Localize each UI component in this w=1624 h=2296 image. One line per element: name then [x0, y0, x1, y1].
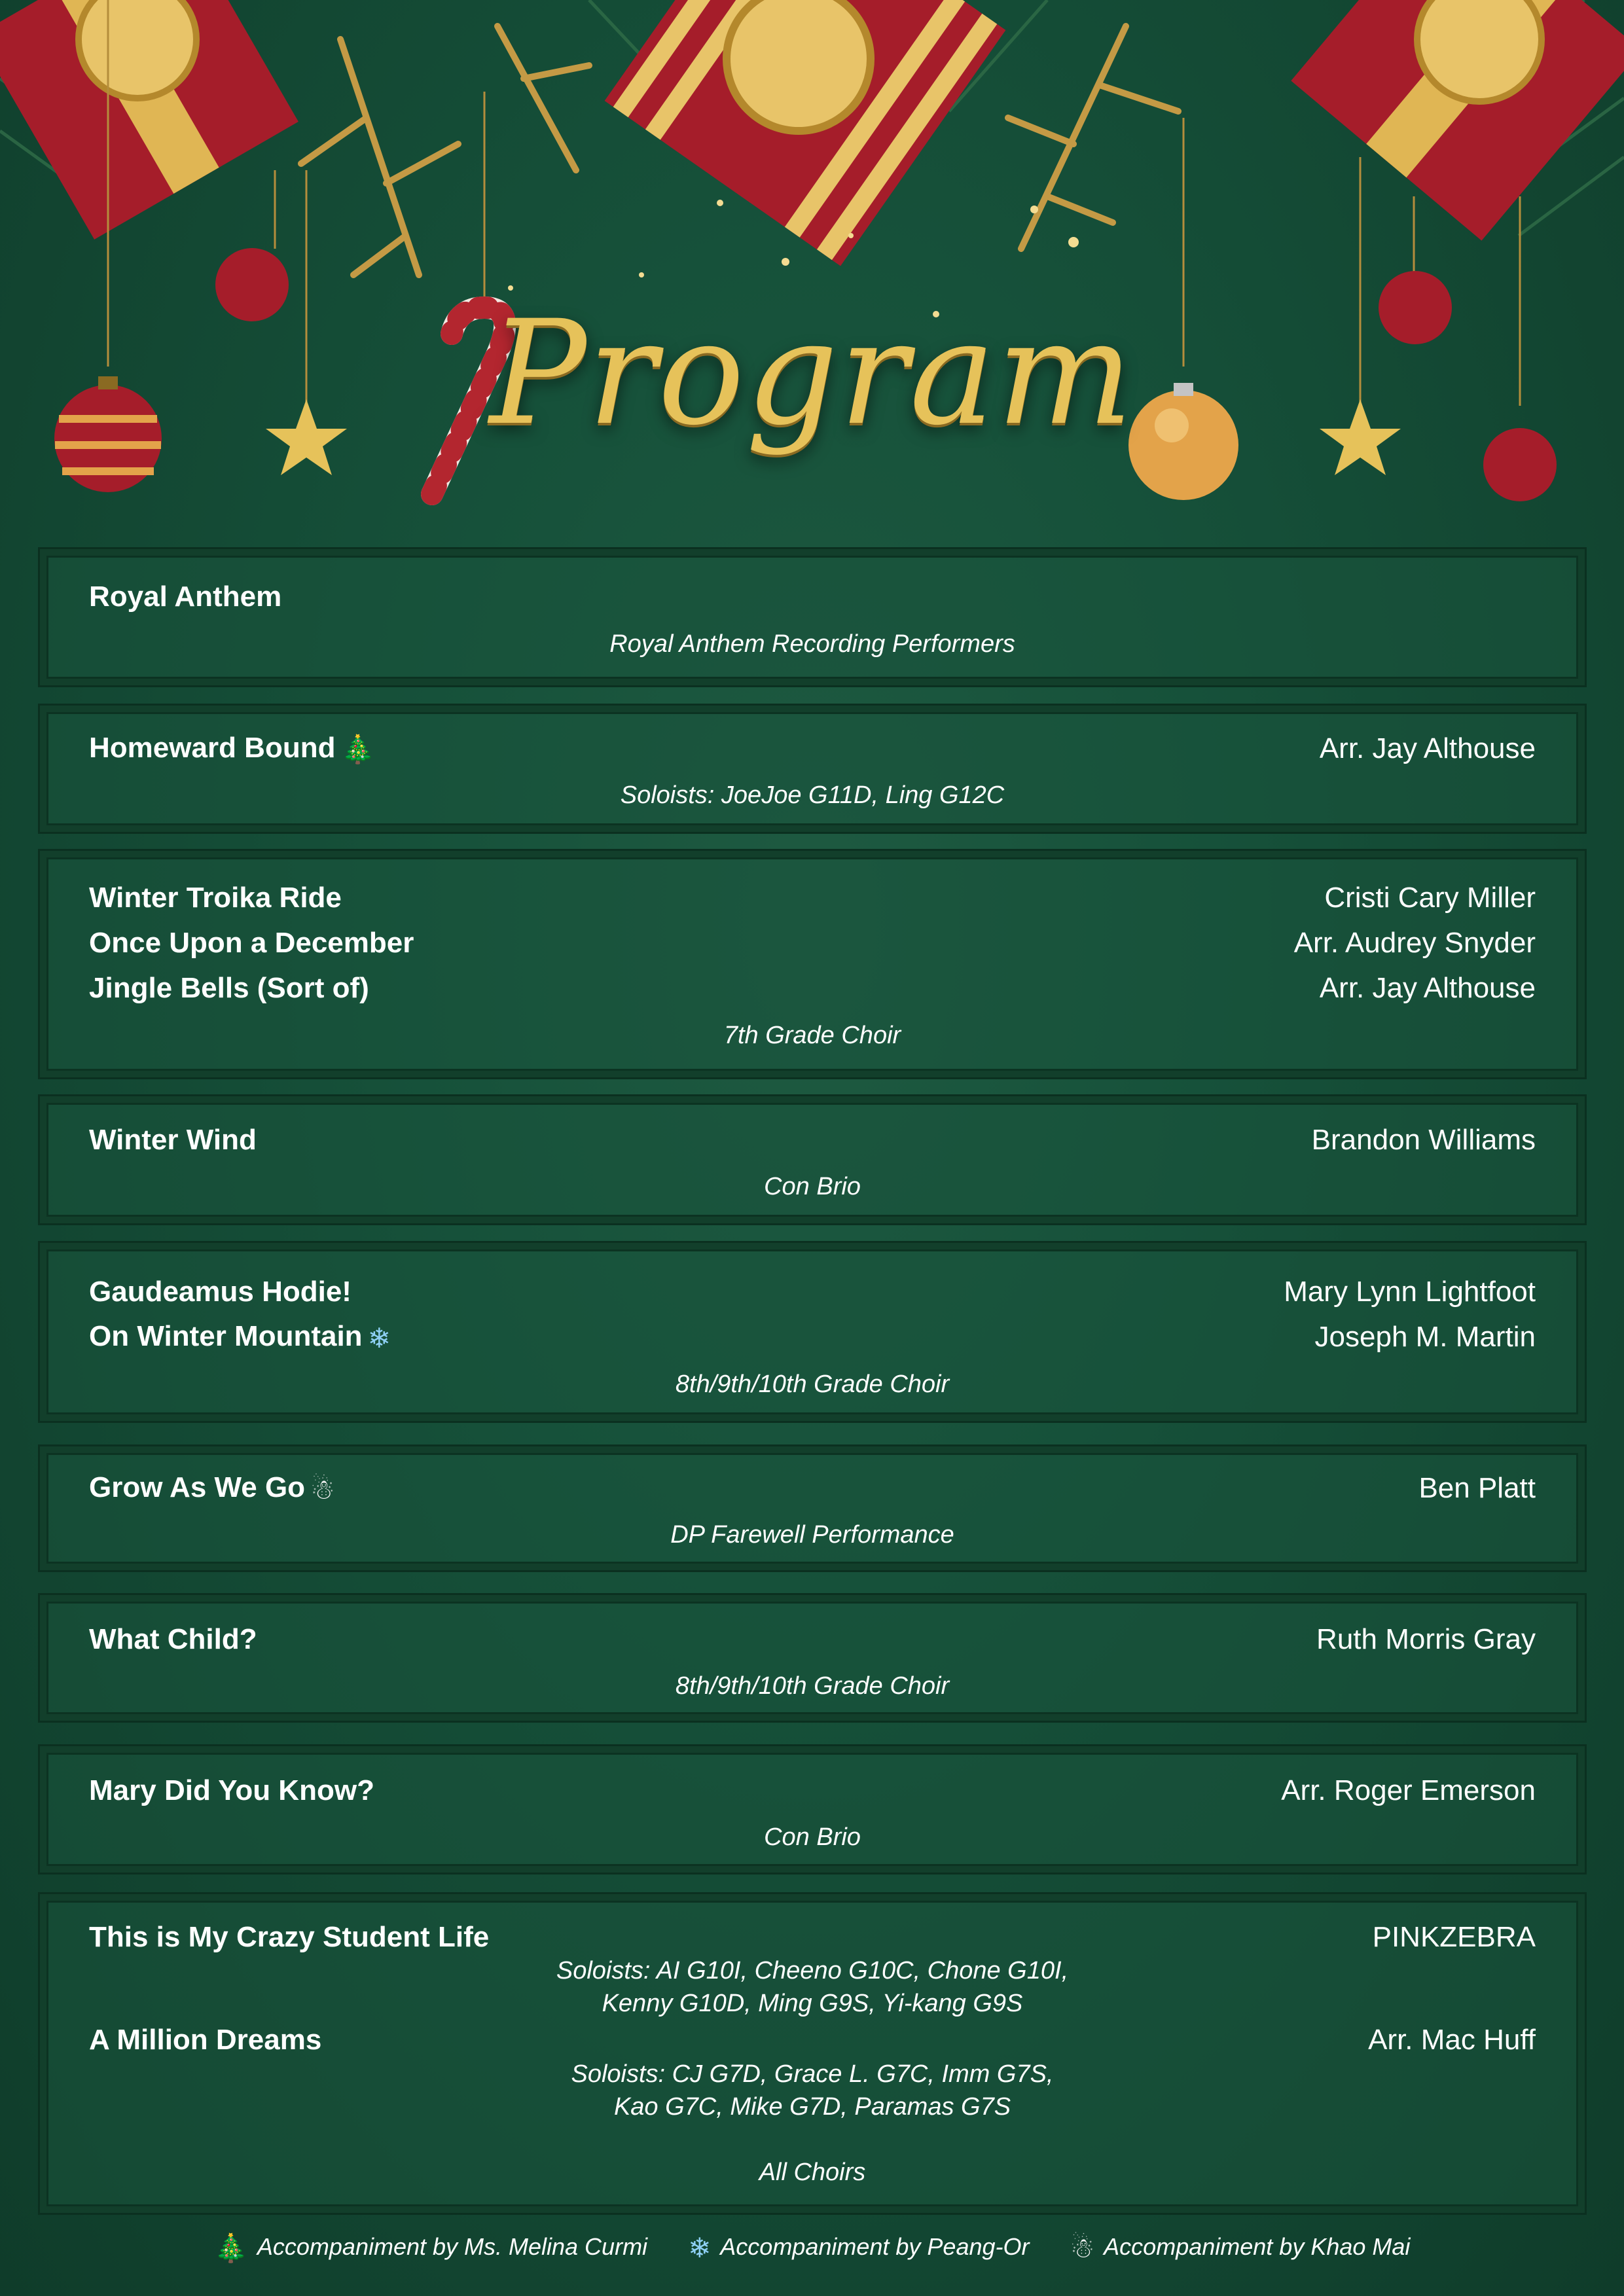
composer: Arr. Audrey Snyder — [1293, 927, 1536, 959]
composer: Arr. Roger Emerson — [1281, 1774, 1536, 1806]
snowflake-icon: ❄ — [367, 1322, 391, 1354]
piece-title: Winter Troika Ride — [89, 882, 342, 914]
performer-line: Royal Anthem Recording Performers — [609, 630, 1015, 658]
legend-item-snowflake: ❄ Accompaniment by Peang-Or — [688, 2229, 1029, 2267]
gift-box-left-icon — [0, 0, 298, 240]
composer: Ruth Morris Gray — [1316, 1623, 1536, 1655]
composer: Cristi Cary Miller — [1324, 882, 1536, 914]
composer: PINKZEBRA — [1372, 1921, 1536, 1953]
piece-title: Once Upon a December — [89, 927, 414, 959]
piece-title: Jingle Bells (Sort of) — [89, 972, 369, 1004]
piece-title: A Million Dreams — [89, 2024, 322, 2056]
piece-title: Grow As We Go ☃ — [89, 1471, 335, 1505]
piece-title: On Winter Mountain ❄ — [89, 1320, 391, 1354]
christmas-tree-icon: 🎄 — [213, 2233, 248, 2264]
program-section-3 — [38, 849, 1587, 1079]
piece-title: Homeward Bound 🎄 — [89, 732, 375, 764]
composer: Brandon Williams — [1311, 1124, 1536, 1156]
soloists-line: Soloists: CJ G7D, Grace L. G7C, Imm G7S, — [571, 2060, 1054, 2088]
program-section-5 — [38, 1241, 1587, 1423]
piece-title: Mary Did You Know? — [89, 1774, 374, 1806]
legend-item-snowman: ☃ Accompaniment by Khao Mai — [1070, 2229, 1411, 2267]
legend-item-tree: 🎄 Accompaniment by Ms. Melina Curmi — [214, 2229, 647, 2267]
program-section-9 — [38, 1892, 1587, 2215]
gift-box-right-icon — [1291, 0, 1624, 241]
piece-title: Royal Anthem — [89, 581, 282, 613]
page-title: Program — [489, 289, 1135, 457]
performer-line: Soloists: JoeJoe G11D, Ling G12C — [620, 781, 1005, 809]
soloists-line: Kenny G10D, Ming G9S, Yi-kang G9S — [602, 1990, 1023, 2017]
program-section-1 — [38, 547, 1587, 687]
performer-line: DP Farewell Performance — [670, 1521, 954, 1549]
soloists-line: Soloists: AI G10I, Cheeno G10C, Chone G10I, — [556, 1957, 1069, 1984]
accompaniment-legend — [0, 2229, 1624, 2267]
christmas-tree-icon: 🎄 — [340, 733, 375, 764]
snowman-icon: ☃ — [1070, 2233, 1095, 2264]
snowflake-icon: ❄ — [688, 2233, 712, 2264]
gift-box-center-icon — [605, 0, 1006, 266]
composer: Arr. Mac Huff — [1368, 2024, 1536, 2056]
performer-line: 8th/9th/10th Grade Choir — [675, 1371, 950, 1398]
program-section-4 — [38, 1094, 1587, 1225]
soloists-line: Kao G7C, Mike G7D, Paramas G7S — [613, 2093, 1011, 2121]
performer-line: Con Brio — [764, 1823, 861, 1851]
piece-title: Winter Wind — [89, 1124, 257, 1156]
composer: Arr. Jay Althouse — [1319, 972, 1536, 1004]
header-decoration — [0, 0, 1624, 543]
performer-line: 8th/9th/10th Grade Choir — [675, 1672, 950, 1700]
program-section-8 — [38, 1744, 1587, 1874]
composer: Arr. Jay Althouse — [1319, 732, 1536, 764]
performer-line: 7th Grade Choir — [723, 1022, 901, 1049]
program-section-7 — [38, 1593, 1587, 1723]
performer-line: Con Brio — [764, 1173, 861, 1200]
piece-title: This is My Crazy Student Life — [89, 1921, 490, 1953]
composer: Ben Platt — [1418, 1472, 1536, 1504]
piece-title: Gaudeamus Hodie! — [89, 1276, 352, 1308]
snowman-icon: ☃ — [310, 1473, 335, 1505]
composer: Joseph M. Martin — [1314, 1321, 1536, 1353]
composer: Mary Lynn Lightfoot — [1284, 1276, 1536, 1308]
program-section-6 — [38, 1444, 1587, 1572]
performer-line: All Choirs — [759, 2159, 866, 2186]
piece-title: What Child? — [89, 1623, 257, 1655]
program-section-2 — [38, 704, 1587, 834]
